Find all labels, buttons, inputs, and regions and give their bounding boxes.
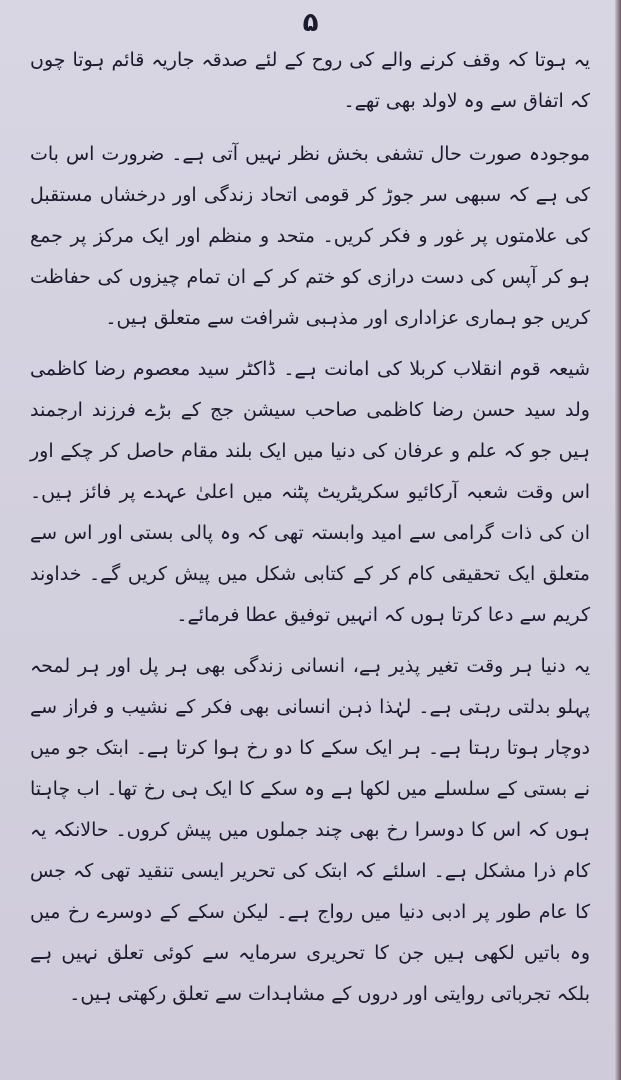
paragraph-2: موجودہ صورت حال تشفی بخش نظر نہیں آتی ہے۔ ضرورت اس بات کی ہے کہ سبھی سر جوڑ کر قومی اتحاد زندگی اور درخشاں مستقبل کی علامتوں پر غور و فکر کریں۔ متحد و منظم اور ایک مرکز پر جمع ہو کر آپس کی دست درازی کو ختم کر کے ان تمام چیزوں کی حفاظت کریں جو ہماری عزاداری اور مذہبی شرافت سے متعلق ہیں۔ [30, 143, 590, 329]
paragraph-4: یہ دنیا ہر وقت تغیر پذیر ہے، انسانی زندگی بھی ہر پل اور ہر لمحہ پہلو بدلتی رہتی ہے۔ لہٰذا ذہن انسانی بھی فکر کے نشیب و فراز سے دوچار ہوتا رہتا ہے۔ ہر ایک سکے کا دو رخ ہوا کرتا ہے۔ ابتک جو میں نے بستی کے سلسلے میں لکھا ہے وہ سکے کا ایک ہی رخ تھا۔ اب چاہتا ہوں کہ اس کا دوسرا رخ بھی چند جملوں میں پیش کروں۔ حالانکہ یہ کام ذرا مشکل ہے۔ اسلئے کہ ابتک کی تحریر ایسی تنقید تھی کہ جس کا عام طور پر ادبی دنیا میں رواج ہے۔ لیکن سکے کے دوسرے رخ میں وہ باتیں لکھی ہیں جن کا تحریری سرمایہ سے کوئی تعلق نہیں ہے بلکہ تجرباتی روایتی اور دروں کے مشاہدات سے تعلق رکھتی ہیں۔ [30, 655, 590, 1005]
page-edge-shadow [615, 0, 621, 1080]
paragraph-1: یہ ہوتا کہ وقف کرنے والے کی روح کے لئے صدقہ جاریہ قائم ہوتا چوں کہ اتفاق سے وہ لاولد بھی تھے۔ [30, 49, 590, 112]
paragraph-3: شیعہ قوم انقلاب کربلا کی امانت ہے۔ ڈاکٹر سید معصوم رضا کاظمی ولد سید حسن رضا کاظمی صاحب سیشن جج کے بڑے فرزند ارجمند ہیں جو کہ علم و عرفان کی دنیا میں ایک بلند مقام حاصل کر چکے اور اس وقت شعبہ آرکائیو سکریٹریٹ پٹنہ میں اعلیٰ عہدے پر فائز ہیں۔ ان کی ذات گرامی سے امید وابستہ تھی کہ وہ پالی بستی اور اس سے متعلق ایک تحقیقی کام کر کے کتابی شکل میں پیش کریں گے۔ خداوند کریم سے دعا کرتا ہوں کہ انہیں توفیق عطا فرمائے۔ [30, 358, 590, 626]
page-body [30, 40, 590, 1025]
page-number: ۵ [302, 8, 319, 38]
